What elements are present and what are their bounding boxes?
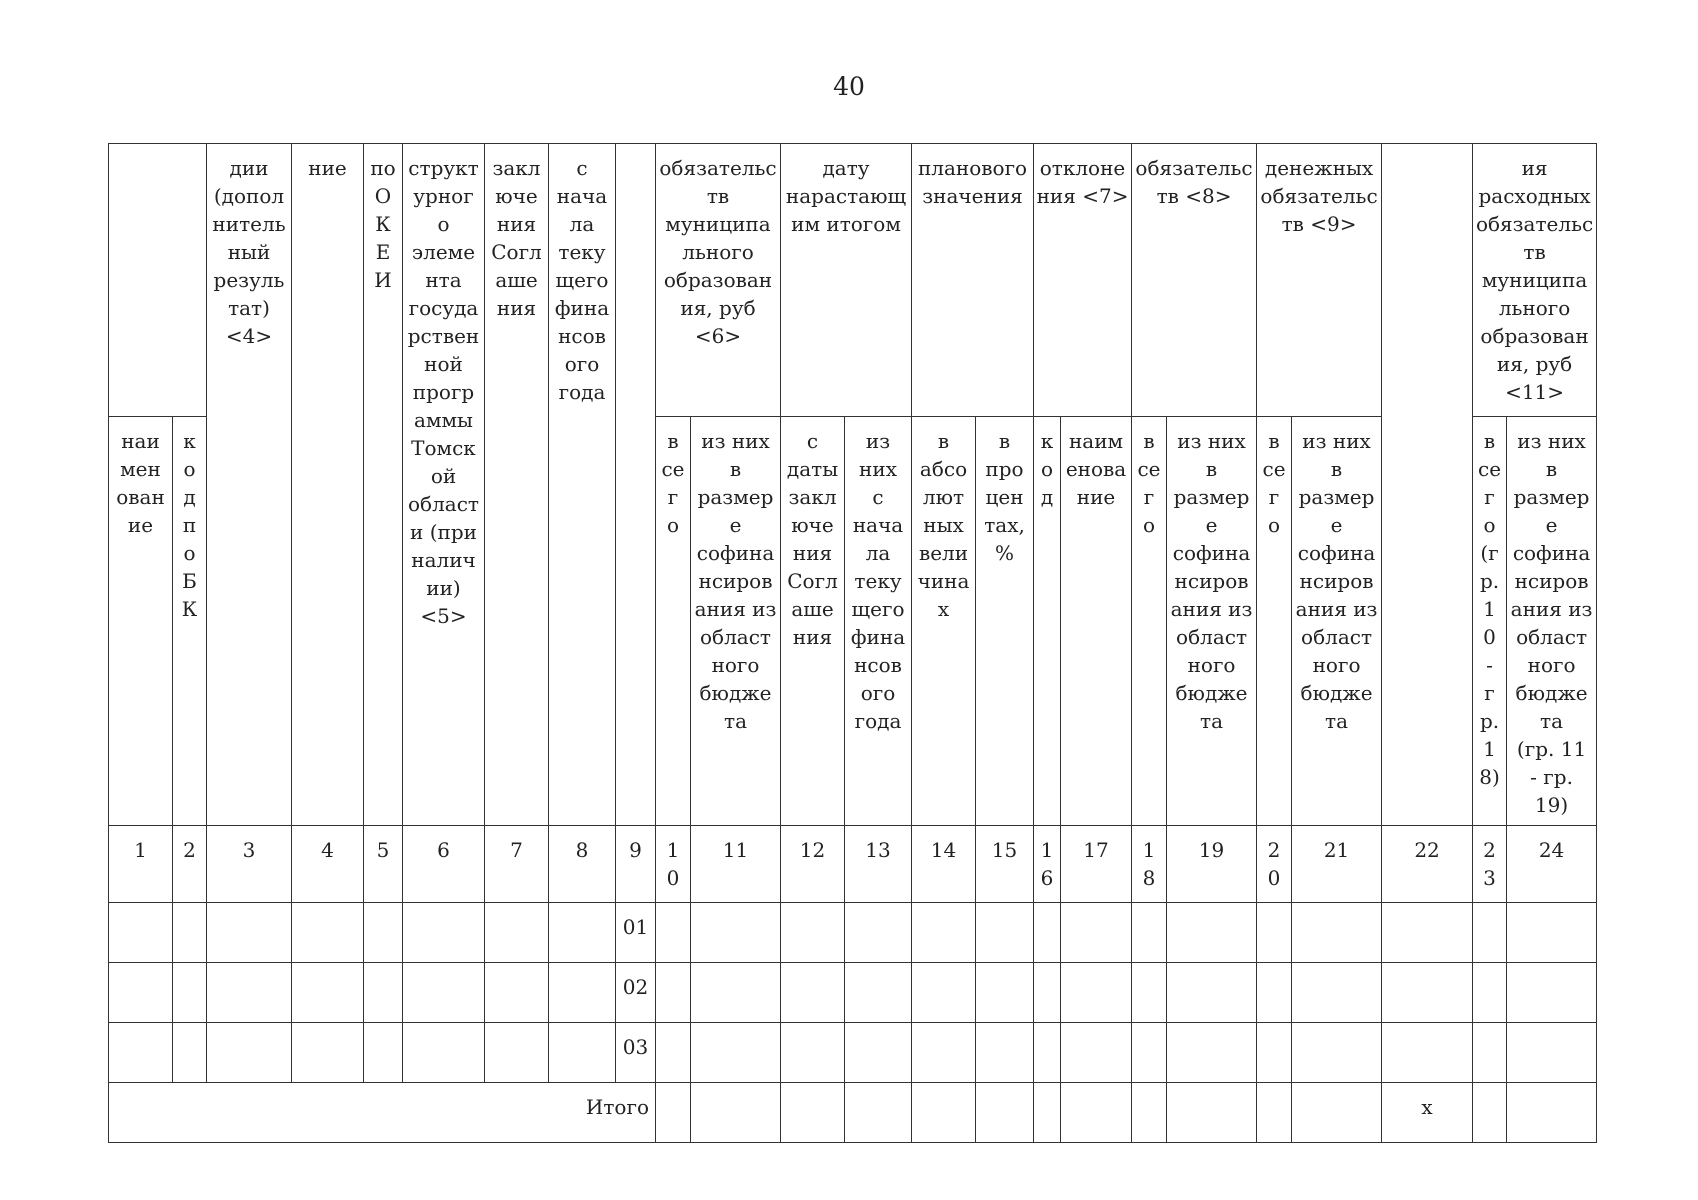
table-cell bbox=[976, 1023, 1034, 1083]
table-cell bbox=[1257, 963, 1292, 1023]
subheader-cell-24: из них в размер е софина нсиров ания из област ного бюдже та (гр. 11 - гр. 19) bbox=[1507, 417, 1597, 826]
table-cell bbox=[1167, 1023, 1257, 1083]
table-cell bbox=[403, 903, 485, 963]
table-cell bbox=[207, 963, 292, 1023]
column-number: 2 0 bbox=[1257, 826, 1292, 903]
table-cell bbox=[549, 1023, 616, 1083]
subheader-cell-17: наим енова ние bbox=[1061, 417, 1132, 826]
table-cell bbox=[549, 963, 616, 1023]
table-cell bbox=[1292, 903, 1382, 963]
header-cell-8: с нача ла теку щего фина нсов ого года bbox=[549, 144, 616, 826]
header-cell-18: обязательс тв <8> bbox=[1132, 144, 1257, 417]
table-cell bbox=[485, 1023, 549, 1083]
header-row bbox=[109, 144, 1597, 417]
column-number: 8 bbox=[549, 826, 616, 903]
table-cell bbox=[1257, 1083, 1292, 1143]
column-number: 17 bbox=[1061, 826, 1132, 903]
table-cell bbox=[1132, 1023, 1167, 1083]
table-cell bbox=[109, 903, 173, 963]
table-cell bbox=[1167, 963, 1257, 1023]
table-cell bbox=[364, 903, 403, 963]
column-number: 9 bbox=[616, 826, 656, 903]
table-cell bbox=[656, 1083, 691, 1143]
table-cell bbox=[1292, 1083, 1382, 1143]
table-cell bbox=[403, 963, 485, 1023]
table-cell bbox=[691, 903, 781, 963]
subheader-cell-20: в се г о bbox=[1257, 417, 1292, 826]
table-cell bbox=[845, 963, 912, 1023]
table-cell bbox=[1382, 963, 1473, 1023]
header-cell-4: ние bbox=[292, 144, 364, 826]
table-cell bbox=[292, 1023, 364, 1083]
table-cell bbox=[1473, 903, 1507, 963]
table-cell bbox=[1167, 903, 1257, 963]
table-cell bbox=[292, 903, 364, 963]
table-cell bbox=[1034, 903, 1061, 963]
table-cell bbox=[364, 1023, 403, 1083]
column-number: 1 6 bbox=[1034, 826, 1061, 903]
column-number: 5 bbox=[364, 826, 403, 903]
table-cell bbox=[173, 963, 207, 1023]
table-cell bbox=[1167, 1083, 1257, 1143]
subheader-cell-1: наи мен ован ие bbox=[109, 417, 173, 826]
column-number: 4 bbox=[292, 826, 364, 903]
table-cell bbox=[1132, 1083, 1167, 1143]
column-number: 21 bbox=[1292, 826, 1382, 903]
table-cell bbox=[109, 963, 173, 1023]
row-code: 03 bbox=[616, 1023, 656, 1083]
table-cell bbox=[691, 1023, 781, 1083]
table-cell bbox=[109, 1023, 173, 1083]
column-number: 15 bbox=[976, 826, 1034, 903]
subheader-cell-13: из них с нача ла теку щего фина нсов ого года bbox=[845, 417, 912, 826]
header-cell-22 bbox=[1382, 144, 1473, 826]
table-cell bbox=[1292, 1023, 1382, 1083]
table-cell bbox=[1382, 903, 1473, 963]
table-cell bbox=[1507, 1083, 1597, 1143]
subheader-cell-23: в се г о (г р. 1 0 - г р. 1 8) bbox=[1473, 417, 1507, 826]
row-code: 01 bbox=[616, 903, 656, 963]
table-cell bbox=[403, 1023, 485, 1083]
table-cell bbox=[292, 963, 364, 1023]
table-cell bbox=[781, 1023, 845, 1083]
table-cell bbox=[364, 963, 403, 1023]
table-cell bbox=[1061, 1083, 1132, 1143]
column-number: 19 bbox=[1167, 826, 1257, 903]
table-cell bbox=[485, 963, 549, 1023]
subheader-cell-12: с даты закл юче ния Согл аше ния bbox=[781, 417, 845, 826]
header-cell-10: обязательс тв муниципа льного образован ия, руб <6> bbox=[656, 144, 781, 417]
table-cell bbox=[976, 903, 1034, 963]
table-row bbox=[109, 963, 1597, 1023]
total-col22: х bbox=[1382, 1083, 1473, 1143]
column-number: 1 bbox=[109, 826, 173, 903]
header-cell-5: по О К Е И bbox=[364, 144, 403, 826]
subheader-cell-19: из них в размер е софина нсиров ания из област ного бюдже та bbox=[1167, 417, 1257, 826]
table-cell bbox=[781, 963, 845, 1023]
subheader-cell-14: в абсо лют ных вели чина х bbox=[912, 417, 976, 826]
column-number: 7 bbox=[485, 826, 549, 903]
table-cell bbox=[1473, 1083, 1507, 1143]
column-number: 13 bbox=[845, 826, 912, 903]
table-cell bbox=[691, 963, 781, 1023]
row-code: 02 bbox=[616, 963, 656, 1023]
table-cell bbox=[656, 903, 691, 963]
column-number: 1 8 bbox=[1132, 826, 1167, 903]
table-cell bbox=[912, 1023, 976, 1083]
table-cell bbox=[976, 1083, 1034, 1143]
table-cell bbox=[691, 1083, 781, 1143]
header-cell-6: структ урног о элеме нта госуда рствен ной прогр аммы Томск ой област и (при налич ии) <5> bbox=[403, 144, 485, 826]
table-row bbox=[109, 903, 1597, 963]
header-cell-7: закл юче ния Согл аше ния bbox=[485, 144, 549, 826]
table-cell bbox=[1257, 1023, 1292, 1083]
table-cell bbox=[1292, 963, 1382, 1023]
table-cell bbox=[1257, 903, 1292, 963]
header-cell-14: планового значения bbox=[912, 144, 1034, 417]
table-cell bbox=[173, 903, 207, 963]
table-cell bbox=[976, 963, 1034, 1023]
table-cell bbox=[207, 1023, 292, 1083]
table-cell bbox=[1034, 1023, 1061, 1083]
table-cell bbox=[207, 903, 292, 963]
report-table bbox=[108, 143, 1597, 1143]
table-cell bbox=[549, 903, 616, 963]
table-cell bbox=[1382, 1023, 1473, 1083]
table-cell bbox=[1507, 1023, 1597, 1083]
header-cell-9 bbox=[616, 144, 656, 826]
table-cell bbox=[173, 1023, 207, 1083]
table-cell bbox=[912, 963, 976, 1023]
table-cell bbox=[781, 1083, 845, 1143]
header-cell-12: дату нарастающ им итогом bbox=[781, 144, 912, 417]
table-cell bbox=[1132, 903, 1167, 963]
header-cell-23: ия расходных обязательс тв муниципа льного образован ия, руб <11> bbox=[1473, 144, 1597, 417]
column-number: 1 0 bbox=[656, 826, 691, 903]
page-number: 40 bbox=[833, 72, 865, 101]
table-cell bbox=[845, 903, 912, 963]
subheader-cell-16: к о д bbox=[1034, 417, 1061, 826]
table-cell bbox=[656, 1023, 691, 1083]
subheader-cell-10: в се г о bbox=[656, 417, 691, 826]
table-cell bbox=[845, 1023, 912, 1083]
table-cell bbox=[1061, 903, 1132, 963]
table-cell bbox=[656, 963, 691, 1023]
table-cell bbox=[1132, 963, 1167, 1023]
table-cell bbox=[912, 903, 976, 963]
subheader-cell-2: к о д п о Б К bbox=[173, 417, 207, 826]
column-number: 11 bbox=[691, 826, 781, 903]
total-row bbox=[109, 1083, 1597, 1143]
header-cell-16: отклоне ния <7> bbox=[1034, 144, 1132, 417]
header-cell-1 bbox=[109, 144, 207, 417]
table-cell bbox=[912, 1083, 976, 1143]
header-cell-3: дии (допол нитель ный резуль тат) <4> bbox=[207, 144, 292, 826]
total-label: Итого bbox=[109, 1083, 656, 1143]
table-cell bbox=[1473, 963, 1507, 1023]
table-cell bbox=[1034, 1083, 1061, 1143]
table-cell bbox=[1061, 963, 1132, 1023]
header-cell-20: денежных обязательс тв <9> bbox=[1257, 144, 1382, 417]
table-cell bbox=[1061, 1023, 1132, 1083]
table-cell bbox=[1507, 903, 1597, 963]
subheader-cell-18: в се г о bbox=[1132, 417, 1167, 826]
table-row bbox=[109, 1023, 1597, 1083]
column-number-row bbox=[109, 826, 1597, 903]
column-number: 24 bbox=[1507, 826, 1597, 903]
subheader-cell-21: из них в размер е софина нсиров ания из област ного бюдже та bbox=[1292, 417, 1382, 826]
table-cell bbox=[1034, 963, 1061, 1023]
column-number: 22 bbox=[1382, 826, 1473, 903]
table-cell bbox=[845, 1083, 912, 1143]
column-number: 6 bbox=[403, 826, 485, 903]
table-cell bbox=[781, 903, 845, 963]
column-number: 2 3 bbox=[1473, 826, 1507, 903]
column-number: 2 bbox=[173, 826, 207, 903]
subheader-cell-15: в про цен тах, % bbox=[976, 417, 1034, 826]
column-number: 3 bbox=[207, 826, 292, 903]
column-number: 14 bbox=[912, 826, 976, 903]
table-cell bbox=[485, 903, 549, 963]
subheader-cell-11: из них в размер е софина нсиров ания из област ного бюдже та bbox=[691, 417, 781, 826]
column-number: 12 bbox=[781, 826, 845, 903]
table-cell bbox=[1507, 963, 1597, 1023]
table-cell bbox=[1473, 1023, 1507, 1083]
